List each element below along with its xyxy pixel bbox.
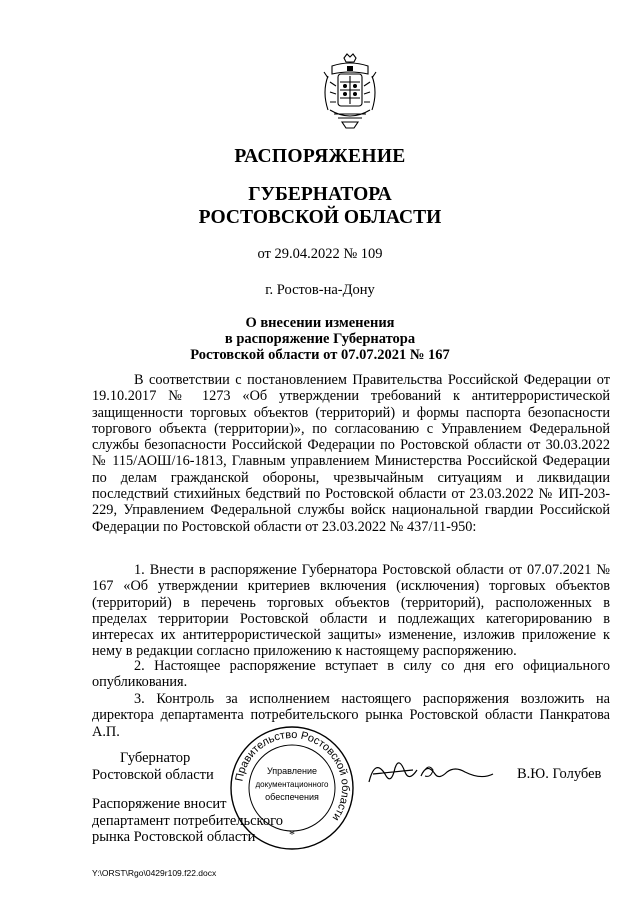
stamp-inner-line-2: документационного	[255, 780, 329, 789]
handwritten-signature	[365, 752, 495, 792]
signatory-name: В.Ю. Голубев	[517, 766, 602, 782]
item-3-paragraph: 3. Контроль за исполнением настоящего распоряжения возложить на директора департамента потребительского рынка Ростовской области Панкратова А.П.	[92, 691, 610, 740]
note-line-2: департамент потребительского	[92, 812, 283, 829]
subject-line-1: О внесении изменения	[245, 315, 395, 331]
stamp-ring-text: Правительство Ростовской области	[233, 728, 352, 824]
note-line-1: Распоряжение вносит	[92, 796, 227, 812]
subject-line-2: в распоряжение Губернатора	[224, 331, 416, 347]
issuer-line-1: ГУБЕРНАТОРА	[248, 184, 392, 205]
position-line-1: Губернатор	[120, 750, 191, 766]
official-stamp	[228, 724, 356, 852]
subject-heading	[0, 315, 640, 363]
coat-of-arms-icon	[318, 52, 382, 130]
subject-line-3: Ростовской области от 07.07.2021 № 167	[190, 347, 450, 363]
document-title: РАСПОРЯЖЕНИЕ	[234, 146, 406, 167]
date-number: от 29.04.2022 № 109	[257, 246, 383, 262]
stamp-star-icon: *	[289, 827, 295, 841]
stamp-inner-line-1: Управление	[266, 766, 318, 776]
item-2-paragraph: 2. Настоящее распоряжение вступает в силу со дня его официального опубликования.	[92, 658, 610, 691]
stamp-inner-line-3: обеспечения	[265, 792, 319, 802]
file-path: Y:\ORST\Rgo\0429r109.f22.docx	[92, 868, 217, 878]
item-1-paragraph: 1. Внести в распоряжение Губернатора Ростовской области от 07.07.2021 № 167 «Об утверждении критериев включения (исключения) торговых объектов (территорий) в перечень торговых объектов (территорий), расположенных в пределах территории Ростовской области и подлежащих категорированию в интересах их антитеррористической защиты» изменение, изложив приложение к нему в редакции согласно приложению к настоящему распоряжению.	[92, 562, 610, 660]
city: г. Ростов-на-Дону	[265, 282, 375, 298]
signatory-position	[92, 750, 214, 784]
position-line-2: Ростовской области	[92, 767, 214, 783]
issuer-line-2: РОСТОВСКОЙ ОБЛАСТИ	[198, 207, 442, 228]
note-line-3: рынка Ростовской области	[92, 829, 256, 845]
preamble-paragraph: В соответствии с постановлением Правительства Российской Федерации от 19.10.2017 № 1273 «Об утверждении требований к антитеррористической защищенности торговых объектов (территорий) и формы паспорта безопасности торгового объекта (территории)», по согласованию с Управлением Федеральной службы безопасности Российской Федерации по Ростовской области от 30.03.2022 № 115/АОШ/16-1813, Главным управлением Министерства Российской Федерации по делам гражданской обороны, чрезвычайным ситуациям и ликвидации последствий стихийных бедствий по Ростовской области от 23.03.2022 № ИП-203-229, Управлением Федеральной службы войск национальной гвардии Российской Федерации по Ростовской области от 23.03.2022 № 437/11-950:	[92, 372, 610, 535]
